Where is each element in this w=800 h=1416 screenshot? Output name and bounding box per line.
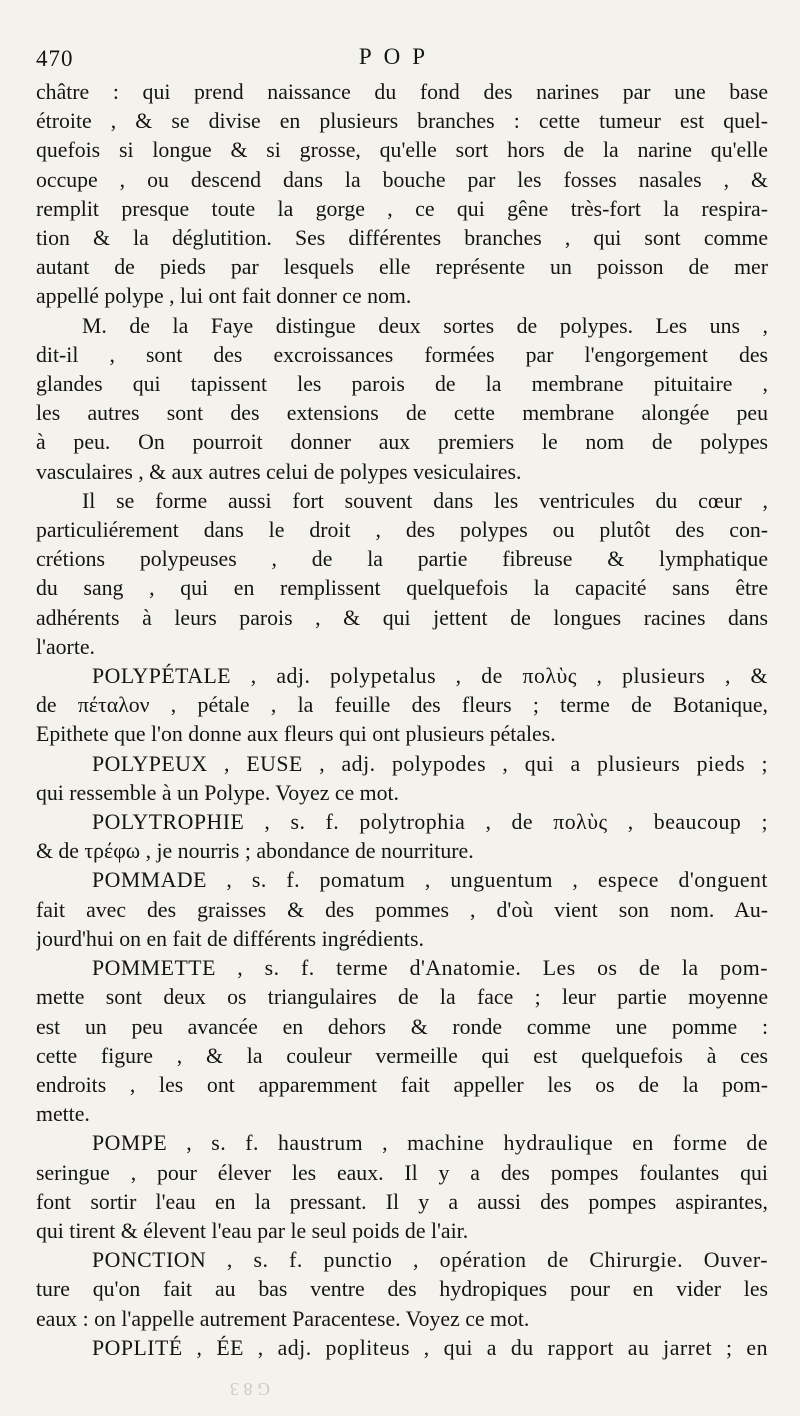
text-line: ture qu'on fait au bas ventre des hydropiques pour en vider les bbox=[36, 1277, 768, 1302]
running-head: POP bbox=[358, 44, 438, 69]
text-line: mette sont deux os triangulaires de la face ; leur partie moyenne bbox=[36, 985, 768, 1010]
entry-pommade: POMMADE , s. f. pomatum , unguentum , espece d'onguent bbox=[92, 868, 768, 893]
text-line: tion & la déglutition. Ses différentes branches , qui sont comme bbox=[36, 226, 768, 251]
text-line: crétions polypeuses , de la partie fibreuse & lymphatique bbox=[36, 547, 768, 572]
text-line: endroits , les ont apparemment fait appeller les os de la pom- bbox=[36, 1072, 768, 1097]
text-line: jourd'hui on en fait de différents ingrédients. bbox=[36, 926, 424, 951]
text-line: & de τρέφω , je nourris ; abondance de nourriture. bbox=[36, 839, 474, 864]
entry-pommette: POMMETTE , s. f. terme d'Anatomie. Les os de la pom- bbox=[92, 956, 768, 981]
page-header bbox=[36, 44, 760, 76]
entry-polytrophie: POLYTROPHIE , s. f. polytrophia , de πολὺς , beaucoup ; bbox=[92, 810, 768, 835]
text-line: appellé polype , lui ont fait donner ce nom. bbox=[36, 284, 412, 309]
text-line: mette. bbox=[36, 1102, 90, 1127]
text-line: du sang , qui en remplissent quelquefois la capacité sans être bbox=[36, 576, 768, 601]
entry-polypetale: POLYPÉTALE , adj. polypetalus , de πολὺς , plusieurs , & bbox=[92, 664, 768, 689]
text-line: châtre : qui prend naissance du fond des narines par une base bbox=[36, 80, 768, 104]
text-line: est un peu avancée en dehors & ronde comme une pomme : bbox=[36, 1014, 768, 1039]
text-line: M. de la Faye distingue deux sortes de polypes. Les uns , bbox=[82, 313, 768, 338]
text-line: à peu. On pourroit donner aux premiers le nom de polypes bbox=[36, 430, 768, 455]
text-line: qui tirent & élevent l'eau par le seul poids de l'air. bbox=[36, 1218, 469, 1243]
text-line: qui ressemble à un Polype. Voyez ce mot. bbox=[36, 780, 400, 805]
text-line: quefois si longue & si grosse, qu'elle sort hors de la narine qu'elle bbox=[36, 138, 768, 163]
text-line: autant de pieds par lesquels elle représente un poisson de mer bbox=[36, 255, 768, 280]
text-line: vasculaires , & aux autres celui de polypes vesiculaires. bbox=[36, 459, 522, 484]
text-line: étroite , & se divise en plusieurs branches : cette tumeur est quel- bbox=[36, 109, 768, 134]
text-line: l'aorte. bbox=[36, 634, 95, 659]
bleed-through-mark: G 8 3 bbox=[230, 1379, 270, 1399]
entry-pompe: POMPE , s. f. haustrum , machine hydraulique en forme de bbox=[92, 1131, 768, 1156]
text-line: glandes qui tapissent les parois de la membrane pituitaire , bbox=[36, 372, 768, 397]
text-line: eaux : on l'appelle autrement Paracentese. Voyez ce mot. bbox=[36, 1306, 530, 1331]
text-line: remplit presque toute la gorge , ce qui gêne très-fort la respira- bbox=[36, 196, 768, 221]
text-line: de πέταλον , pétale , la feuille des fleurs ; terme de Botanique, bbox=[36, 693, 768, 718]
text-line: particuliérement dans le droit , des polypes ou plutôt des con- bbox=[36, 518, 768, 543]
dictionary-text bbox=[36, 78, 768, 1363]
text-line: fait avec des graisses & des pommes , d'où vient son nom. Au- bbox=[36, 897, 768, 922]
text-line: font sortir l'eau en la pressant. Il y a aussi des pompes aspirantes, bbox=[36, 1189, 768, 1214]
text-line: dit-il , sont des excroissances formées par l'engorgement des bbox=[36, 342, 768, 367]
entry-poplite: POPLITÉ , ÉE , adj. popliteus , qui a du rapport au jarret ; en bbox=[92, 1335, 768, 1360]
entry-polypeux: POLYPEUX , EUSE , adj. polypodes , qui a plusieurs pieds ; bbox=[92, 751, 768, 776]
text-line: occupe , ou descend dans la bouche par les fosses nasales , & bbox=[36, 167, 768, 192]
text-line: Il se forme aussi fort souvent dans les ventricules du cœur , bbox=[82, 488, 768, 513]
text-line: adhérents à leurs parois , & qui jettent de longues racines dans bbox=[36, 605, 768, 630]
text-line: cette figure , & la couleur vermeille qui est quelquefois à ces bbox=[36, 1043, 768, 1068]
entry-ponction: PONCTION , s. f. punctio , opération de Chirurgie. Ouver- bbox=[92, 1248, 768, 1273]
text-line: seringue , pour élever les eaux. Il y a des pompes foulantes qui bbox=[36, 1160, 768, 1185]
text-line: Epithete que l'on donne aux fleurs qui ont plusieurs pétales. bbox=[36, 722, 556, 747]
page-number: 470 bbox=[36, 46, 74, 71]
text-line: les autres sont des extensions de cette membrane alongée peu bbox=[36, 401, 768, 426]
